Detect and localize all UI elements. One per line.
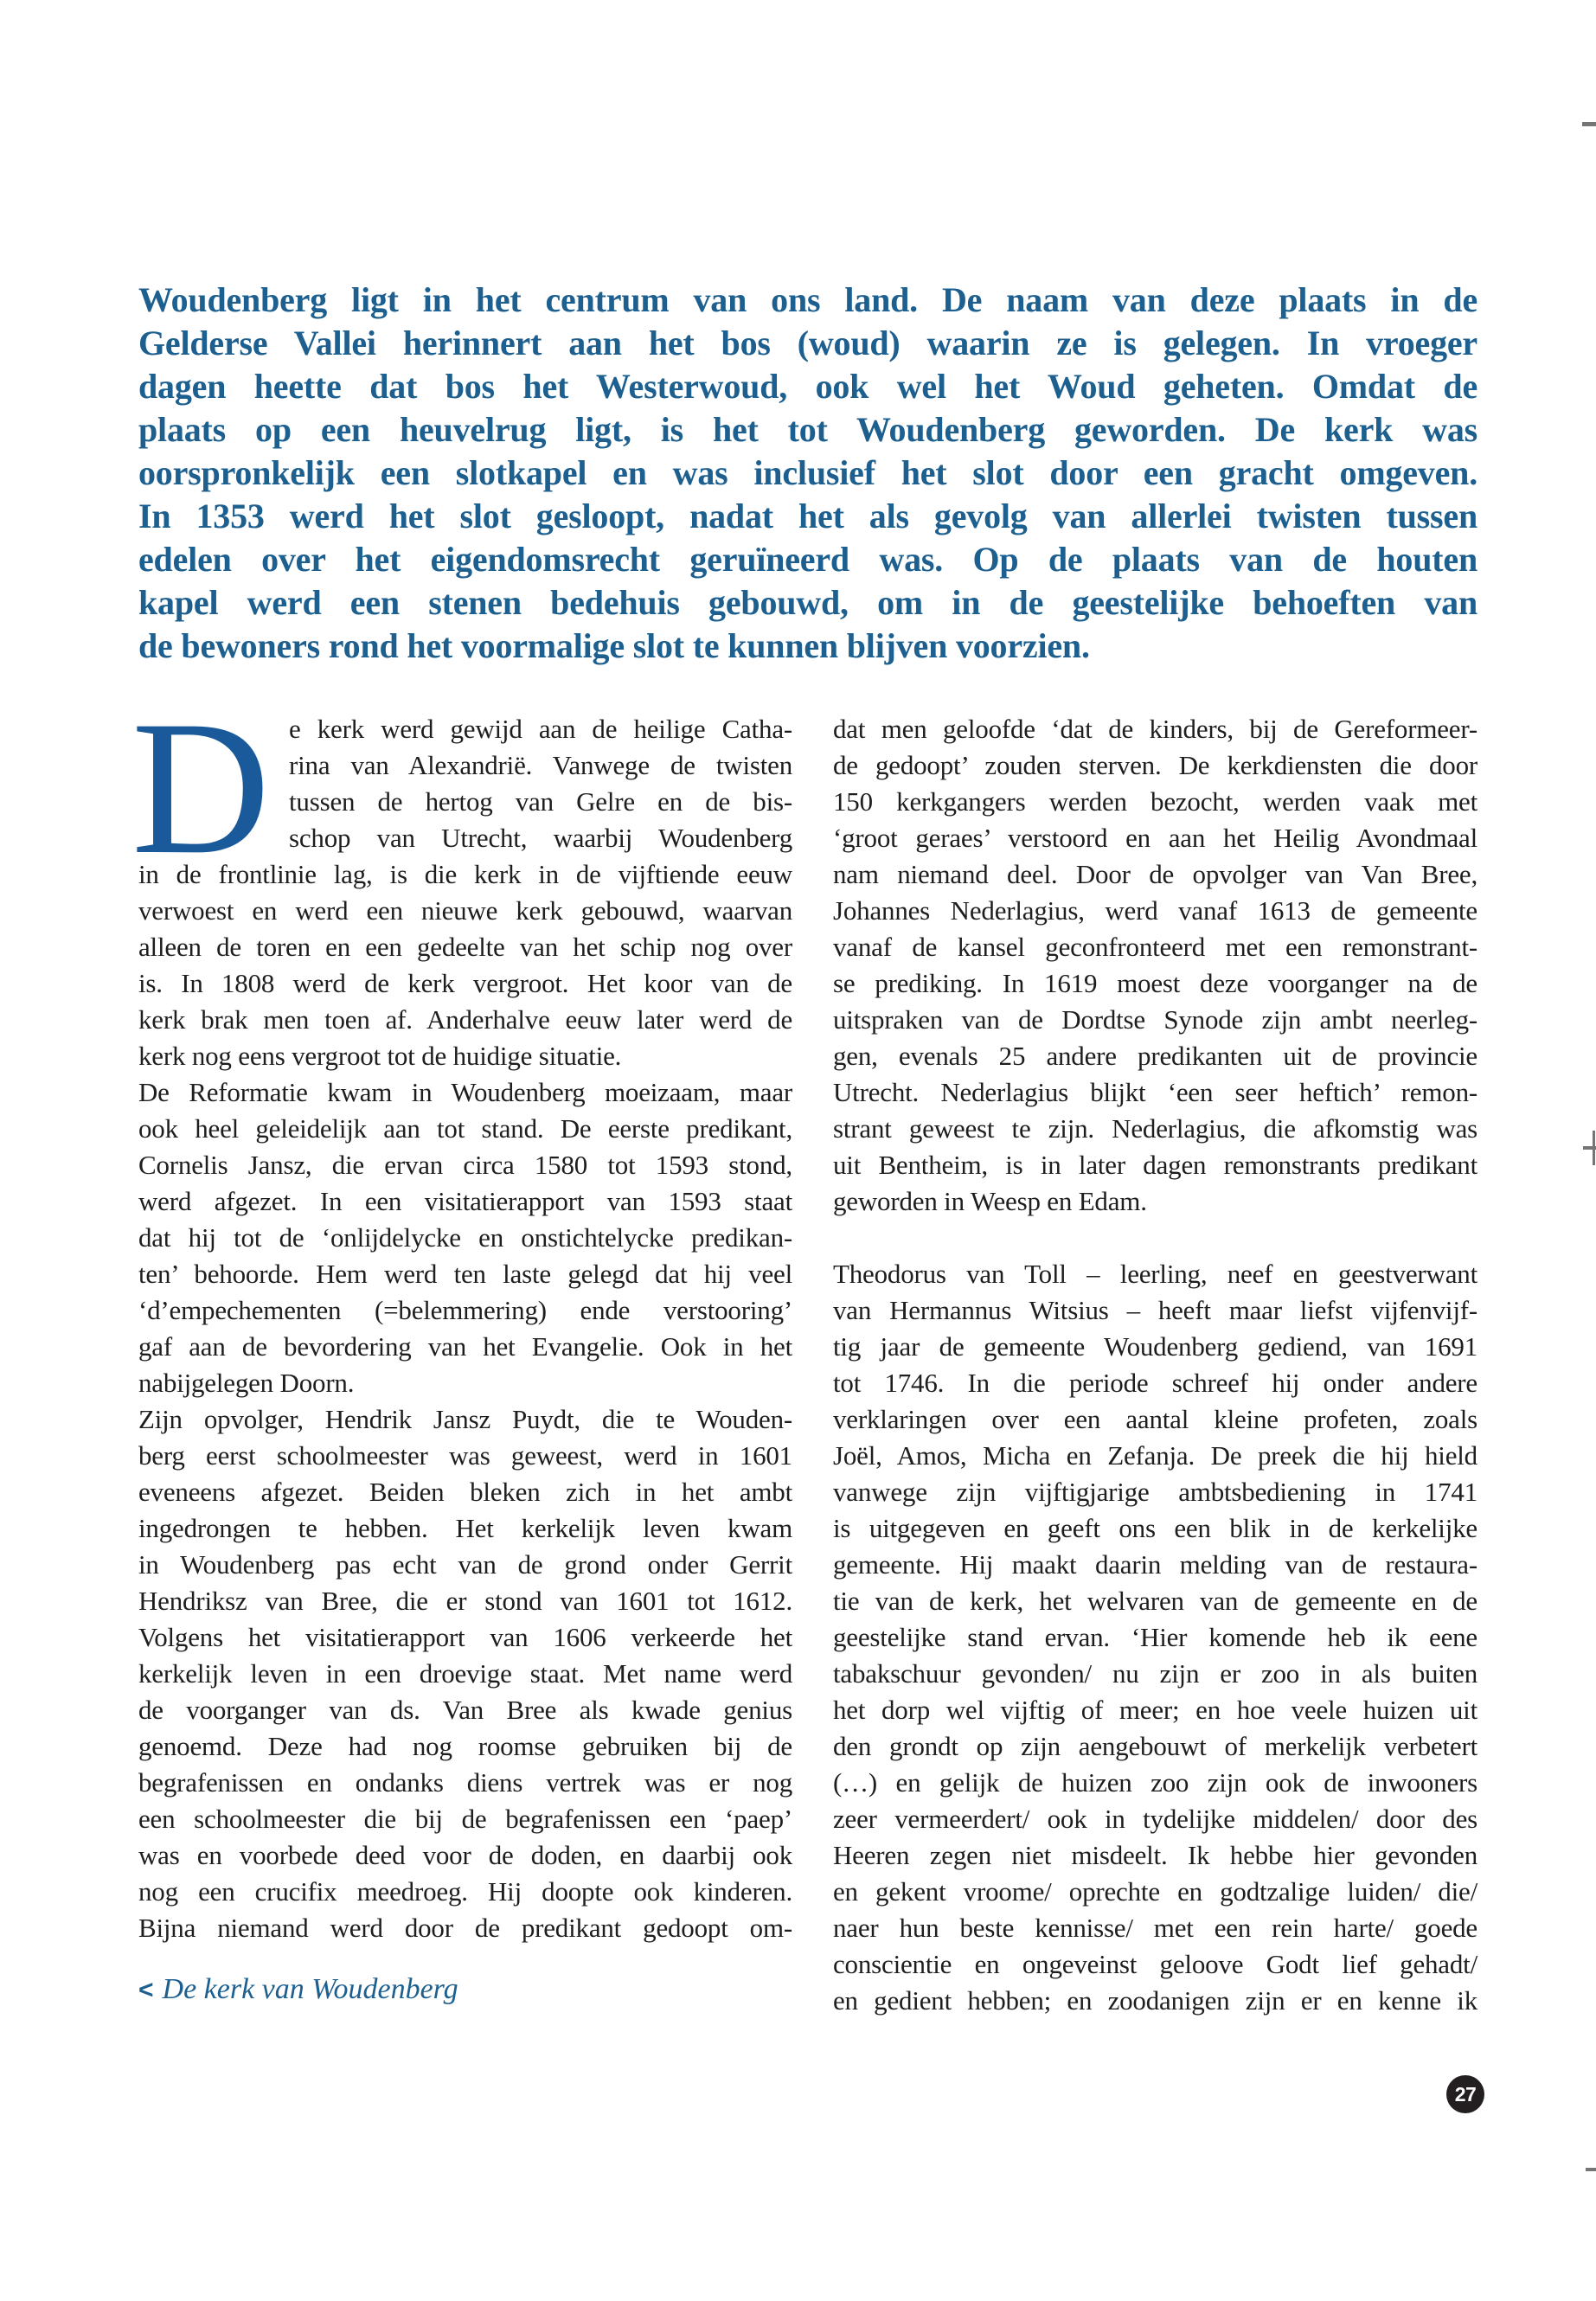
body-line: een schoolmeester die bij de begrafenissen een ‘paep’: [138, 1804, 792, 1834]
body-line: se prediking. In 1619 moest deze voorganger na de: [833, 968, 1477, 998]
body-column-left-lines: [138, 711, 792, 1946]
blank-line: [833, 1220, 1477, 1256]
body-line: tussen de hertog van Gelre en de bis-: [289, 786, 792, 817]
body-line: is uitgegeven en geeft ons een blik in de kerkelijke: [833, 1513, 1477, 1543]
body-line: Heeren zegen niet misdeelt. Ik hebbe hier gevonden: [833, 1840, 1477, 1870]
body-line: tabakschuur gevonden/ nu zijn er zoo in als buiten: [833, 1658, 1477, 1689]
body-line: geestelijke stand ervan. ‘Hier komende heb ik eene: [833, 1622, 1477, 1652]
body-line: eveneens afgezet. Beiden bleken zich in het ambt: [138, 1477, 792, 1507]
body-line: 150 kerkgangers werden bezocht, werden vaak met: [833, 786, 1477, 817]
registration-dash-bottom-icon: [1586, 2168, 1596, 2171]
body-line: Bijna niemand werd door de predikant gedoopt om-: [138, 1913, 792, 1943]
body-line: gemeente. Hij maakt daarin melding van de restaura-: [833, 1549, 1477, 1580]
body-line: Theodorus van Toll – leerling, neef en geestverwant: [833, 1259, 1477, 1289]
body-line: schop van Utrecht, waarbij Woudenberg: [289, 823, 792, 853]
body-line: is. In 1808 werd de kerk vergroot. Het koor van de: [138, 968, 792, 998]
body-line: vanwege zijn vijftigjarige ambtsbediening in 1741: [833, 1477, 1477, 1507]
photo-caption: [138, 1971, 458, 2009]
body-line: uitspraken van de Dordtse Synode zijn ambt neerleg-: [833, 1004, 1477, 1035]
body-line: Johannes Nederlagius, werd vanaf 1613 de gemeente: [833, 895, 1477, 926]
registration-cross-horizontal: [1583, 1146, 1596, 1150]
body-line: Volgens het visitatierapport van 1606 verkeerde het: [138, 1622, 792, 1652]
body-line: Zijn opvolger, Hendrik Jansz Puydt, die te Wouden-: [138, 1404, 792, 1434]
registration-cross-icon: [1583, 1131, 1596, 1165]
body-line: verwoest en werd een nieuwe kerk gebouwd, waarvan: [138, 895, 792, 926]
intro-line: In 1353 werd het slot gesloopt, nadat het als gevolg van allerlei twisten tussen: [138, 497, 1477, 535]
body-line: nabijgelegen Doorn.: [138, 1368, 355, 1398]
body-line: strant geweest te zijn. Nederlagius, die afkomstig was: [833, 1113, 1477, 1144]
body-line: ten’ behoorde. Hem werd ten laste gelegd dat hij veel: [138, 1259, 792, 1289]
intro-line: edelen over het eigendomsrecht geruïneerd was. Op de plaats van de houten: [138, 540, 1477, 579]
body-line: berg eerst schoolmeester was geweest, werd in 1601: [138, 1440, 792, 1471]
body-line: gen, evenals 25 andere predikanten uit de provincie: [833, 1041, 1477, 1071]
body-line: kerkelijk leven in een droevige staat. Met name werd: [138, 1658, 792, 1689]
body-line: in de frontlinie lag, is die kerk in de vijftiende eeuw: [138, 859, 792, 889]
body-line: verklaringen over een aantal kleine profeten, zoals: [833, 1404, 1477, 1434]
body-line: werd afgezet. In een visitatierapport van 1593 staat: [138, 1186, 792, 1216]
body-line: den grondt op zijn aengebouwt of merkelijk verbetert: [833, 1731, 1477, 1761]
body-line: naer hun beste kennisse/ met een rein harte/ goede: [833, 1913, 1477, 1943]
intro-line: plaats op een heuvelrug ligt, is het tot Woudenberg geworden. De kerk was: [138, 410, 1477, 449]
registration-dash-top-icon: [1582, 122, 1596, 126]
body-line: Joël, Amos, Micha en Zefanja. De preek die hij hield: [833, 1440, 1477, 1471]
body-line: alleen de toren en een gedeelte van het schip nog over: [138, 932, 792, 962]
intro-paragraph: [138, 279, 1477, 668]
body-column-left: [131, 682, 792, 1946]
body-line: en gekent vroome/ oprechte en godtzalige luiden/ die/: [833, 1876, 1477, 1907]
intro-line: kapel werd een stenen bedehuis gebouwd, om in de geestelijke behoeften van: [138, 583, 1477, 622]
body-line: kerk nog eens vergroot tot de huidige situatie.: [138, 1041, 622, 1071]
body-line: dat men geloofde ‘dat de kinders, bij de Gereformeer-: [833, 714, 1477, 744]
body-line: gaf aan de bevordering van het Evangelie. Ook in het: [138, 1331, 792, 1362]
page-number-badge: [1446, 2075, 1484, 2113]
body-column-right: [833, 711, 1477, 2019]
body-line: genoemd. Deze had nog roomse gebruiken bij de: [138, 1731, 792, 1761]
body-line: vanaf de kansel geconfronteerd met een remonstrant-: [833, 932, 1477, 962]
body-line: de voorganger van ds. Van Bree als kwade genius: [138, 1695, 792, 1725]
body-line: het dorp wel vijftig of meer; en hoe veele huizen uit: [833, 1695, 1477, 1725]
body-line: Hendriksz van Bree, die er stond van 1601 tot 1612.: [138, 1586, 792, 1616]
page-number: 27: [1454, 2082, 1477, 2106]
body-line: tie van de kerk, het welvaren van de gemeente en de: [833, 1586, 1477, 1616]
body-line: was en voorbede deed voor de doden, en daarbij ook: [138, 1840, 792, 1870]
body-line: in Woudenberg pas echt van de grond onder Gerrit: [138, 1549, 792, 1580]
body-line: rina van Alexandrië. Vanwege de twisten: [289, 750, 792, 780]
body-line: ingedrongen te hebben. Het kerkelijk leven kwam: [138, 1513, 792, 1543]
body-line: zeer vermeerdert/ ook in tydelijke middelen/ door des: [833, 1804, 1477, 1834]
caption-text: De kerk van Woudenberg: [162, 1973, 458, 2005]
body-line: de gedoopt’ zouden sterven. De kerkdiensten die door: [833, 750, 1477, 780]
body-line: en gedient hebben; en zoodanigen zijn er en kenne ik: [833, 1985, 1477, 2016]
body-line: conscientie en ongeveinst geloove Godt lief gehadt/: [833, 1949, 1477, 1979]
intro-line: Woudenberg ligt in het centrum van ons land. De naam van deze plaats in de: [138, 280, 1477, 319]
body-line: dat hij tot de ‘onlijdelycke en onstichtelycke predikan-: [138, 1222, 792, 1253]
body-line: begrafenissen en ondanks diens vertrek was er nog: [138, 1767, 792, 1798]
body-line: e kerk werd gewijd aan de heilige Catha-: [289, 714, 792, 744]
body-line: tig jaar de gemeente Woudenberg gediend, van 1691: [833, 1331, 1477, 1362]
body-line: De Reformatie kwam in Woudenberg moeizaam, maar: [138, 1077, 792, 1107]
intro-line: de bewoners rond het voormalige slot te kunnen blijven voorzien.: [138, 626, 1090, 665]
body-line: nam niemand deel. Door de opvolger van Van Bree,: [833, 859, 1477, 889]
body-line: tot 1746. In die periode schreef hij onder andere: [833, 1368, 1477, 1398]
intro-line: oorspronkelijk een slotkapel en was inclusief het slot door een gracht omgeven.: [138, 453, 1477, 492]
body-line: ‘d’empechementen (=belemmering) ende verstooring’: [138, 1295, 792, 1325]
body-line: nog een crucifix meedroeg. Hij doopte ook kinderen.: [138, 1876, 792, 1907]
body-line: Cornelis Jansz, die ervan circa 1580 tot 1593 stond,: [138, 1150, 792, 1180]
body-line: van Hermannus Witsius – heeft maar liefst vijfenvijf-: [833, 1295, 1477, 1325]
body-line: kerk brak men toen af. Anderhalve eeuw later werd de: [138, 1004, 792, 1035]
intro-line: Gelderse Vallei herinnert aan het bos (woud) waarin ze is gelegen. In vroeger: [138, 324, 1477, 362]
body-line: (…) en gelijk de huizen zoo zijn ook de inwooners: [833, 1767, 1477, 1798]
body-line: Utrecht. Nederlagius blijkt ‘een seer heftich’ remon-: [833, 1077, 1477, 1107]
body-line: geworden in Weesp en Edam.: [833, 1186, 1147, 1216]
intro-line: dagen heette dat bos het Westerwoud, ook wel het Woud geheten. Omdat de: [138, 367, 1477, 406]
body-line: ‘groot geraes’ verstoord en aan het Heilig Avondmaal: [833, 823, 1477, 853]
caption-arrow-icon: <: [138, 1976, 154, 2004]
body-line: ook heel geleidelijk aan tot stand. De eerste predikant,: [138, 1113, 792, 1144]
body-line: uit Bentheim, is in later dagen remonstrants predikant: [833, 1150, 1477, 1180]
drop-cap: D: [131, 682, 271, 894]
